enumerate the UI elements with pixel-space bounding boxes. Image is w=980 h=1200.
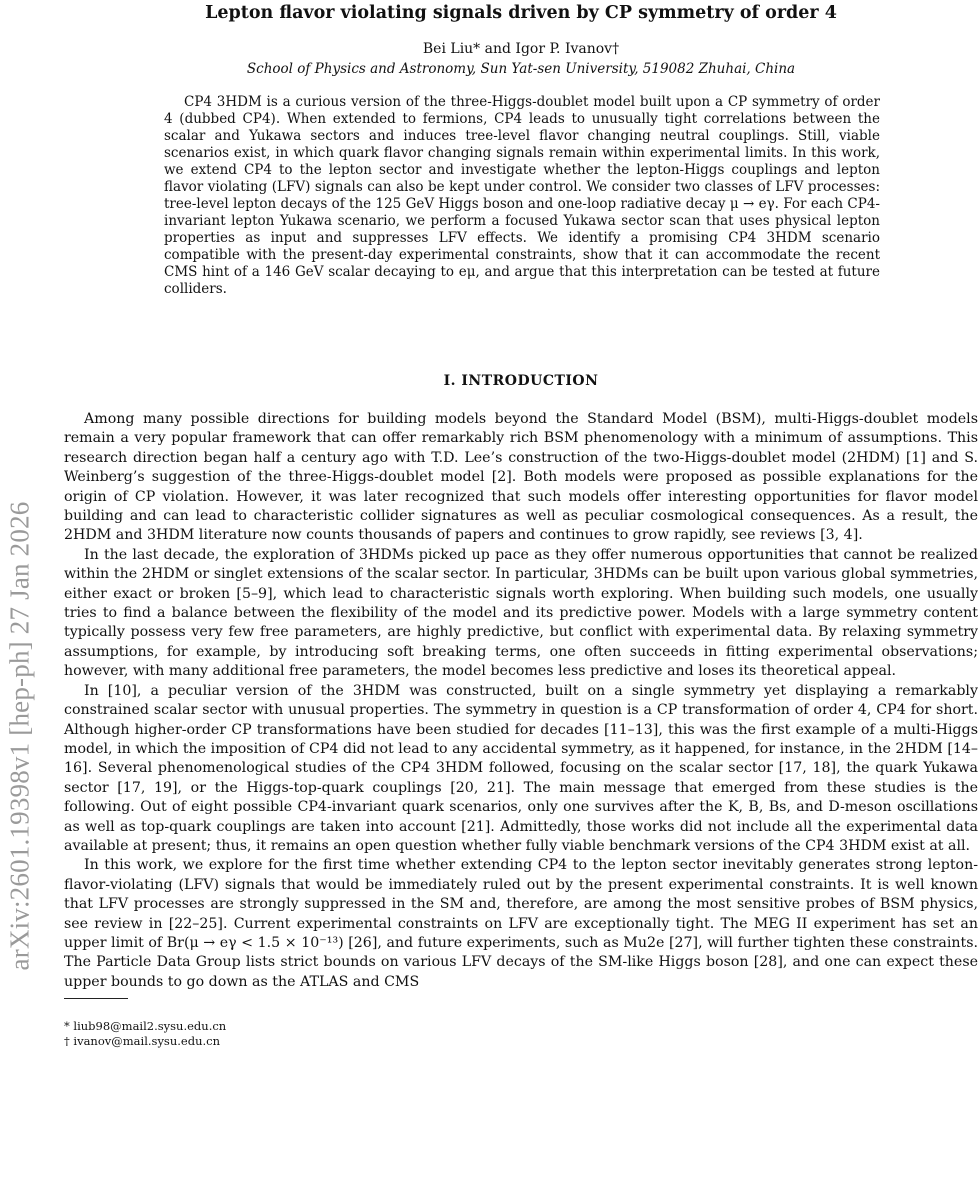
arxiv-identifier-text: arXiv:2601.19398v1 [hep-ph] 27 Jan 2026 <box>4 501 35 971</box>
paragraph-4: In this work, we explore for the first time whether extending CP4 to the lepton sector inevitably generates strong lepton-flavor-violating (LFV) signals that would be immediately ruled out by the present experimental constraints. It is well known that LFV processes are strongly suppressed in the SM and, therefore, are among the most sensitive probes of BSM physics, see review in [22–25]. Current experimental constraints on LFV are exceptionally tight. The MEG II experiment has set an upper limit of Br(μ → eγ < 1.5 × 10⁻¹³) [26], and future experiments, such as Mu2e [27], will further tighten these constraints. The Particle Data Group lists strict bounds on various LFV decays of the SM-like Higgs boson [28], and one can expect these upper bounds to go down as the ATLAS and CMS <box>64 857 978 990</box>
section-heading-introduction: I. INTRODUCTION <box>443 373 599 389</box>
introduction-body <box>64 410 978 992</box>
paper-title: Lepton flavor violating signals driven by CP symmetry of order 4 <box>205 3 837 23</box>
author-affiliation: School of Physics and Astronomy, Sun Yat-sen University, 519082 Zhuhai, China <box>246 61 796 77</box>
footnote-rule <box>64 998 128 999</box>
footnote-email-liu[interactable]: * liub98@mail2.sysu.edu.cn <box>64 1019 227 1034</box>
footnote-email-ivanov[interactable]: † ivanov@mail.sysu.edu.cn <box>64 1034 220 1049</box>
footnotes <box>64 1019 978 1049</box>
paper-authors: Bei Liu* and Igor P. Ivanov† <box>422 41 620 57</box>
paragraph-1: Among many possible directions for building models beyond the Standard Model (BSM), multi-Higgs-doublet models remain a very popular framework that can offer remarkably rich BSM phenomenology with a minimum of assumptions. This research direction began half a century ago with T.D. Lee’s construction of the two-Higgs-doublet model (2HDM) [1] and S. Weinberg’s suggestion of the three-Higgs-doublet model [2]. Both models were proposed as possible explanations for the origin of CP violation. However, it was later recognized that such models offer interesting opportunities for flavor model building and can lead to characteristic collider signatures as well as peculiar cosmological consequences. As a result, the 2HDM and 3HDM literature now counts thousands of papers and continues to grow rapidly, see reviews [3, 4]. <box>64 411 978 544</box>
arxiv-identifier-stamp <box>0 296 40 1176</box>
paragraph-3: In [10], a peculiar version of the 3HDM was constructed, built on a single symmetry yet displaying a remarkably constrained scalar sector with unusual properties. The symmetry in question is a CP transformation of order 4, CP4 for short. Although higher-order CP transformations have been studied for decades [11–13], this was the first example of a multi-Higgs model, in which the imposition of CP4 did not lead to any accidental symmetry, as it happened, for instance, in the 2HDM [14–16]. Several phenomenological studies of the CP4 3HDM followed, focusing on the scalar sector [17, 18], the quark Yukawa sector [17, 19], or the Higgs-top-quark couplings [20, 21]. The main message that emerged from these studies is the following. Out of eight possible CP4-invariant quark scenarios, only one survives after the K, B, Bs, and D-meson oscillations as well as top-quark couplings are taken into account [21]. Admittedly, those works did not include all the experimental data available at present; thus, it remains an open question whether fully viable benchmark versions of the CP4 3HDM exist at all. <box>64 682 978 854</box>
paragraph-2: In the last decade, the exploration of 3HDMs picked up pace as they offer numerous opportunities that cannot be realized within the 2HDM or singlet extensions of the scalar sector. In particular, 3HDMs can be built upon various global symmetries, either exact or broken [5–9], which lead to characteristic signals worth exploring. When building such models, one usually tries to find a balance between the flexibility of the model and its predictive power. Models with a large symmetry content typically possess very few free parameters, are highly predictive, but conflict with experimental data. By relaxing symmetry assumptions, for example, by introducing soft breaking terms, one often succeeds in fitting experimental observations; however, with many additional free parameters, the model becomes less predictive and loses its theoretical appeal. <box>64 546 978 680</box>
paper-page <box>64 0 978 1049</box>
abstract: CP4 3HDM is a curious version of the three-Higgs-doublet model built upon a CP symmetry of order 4 (dubbed CP4). When extended to fermions, CP4 leads to unusually tight correlations between the scalar and Yukawa sectors and induces tree-level flavor changing neutral couplings. Still, viable scenarios exist, in which quark flavor changing signals remain within experimental limits. In this work, we extend CP4 to the lepton sector and investigate whether the lepton-Higgs couplings and lepton flavor violating (LFV) signals can also be kept under control. We consider two classes of LFV processes: tree-level lepton decays of the 125 GeV Higgs boson and one-loop radiative decay μ → eγ. For each CP4-invariant lepton Yukawa scenario, we perform a focused Yukawa sector scan that uses physical lepton properties as input and suppresses LFV effects. We identify a promising CP4 3HDM scenario compatible with the present-day experimental constraints, show that it can accommodate the recent CMS hint of a 146 GeV scalar decaying to eμ, and argue that this interpretation can be tested at future colliders. <box>164 94 880 297</box>
